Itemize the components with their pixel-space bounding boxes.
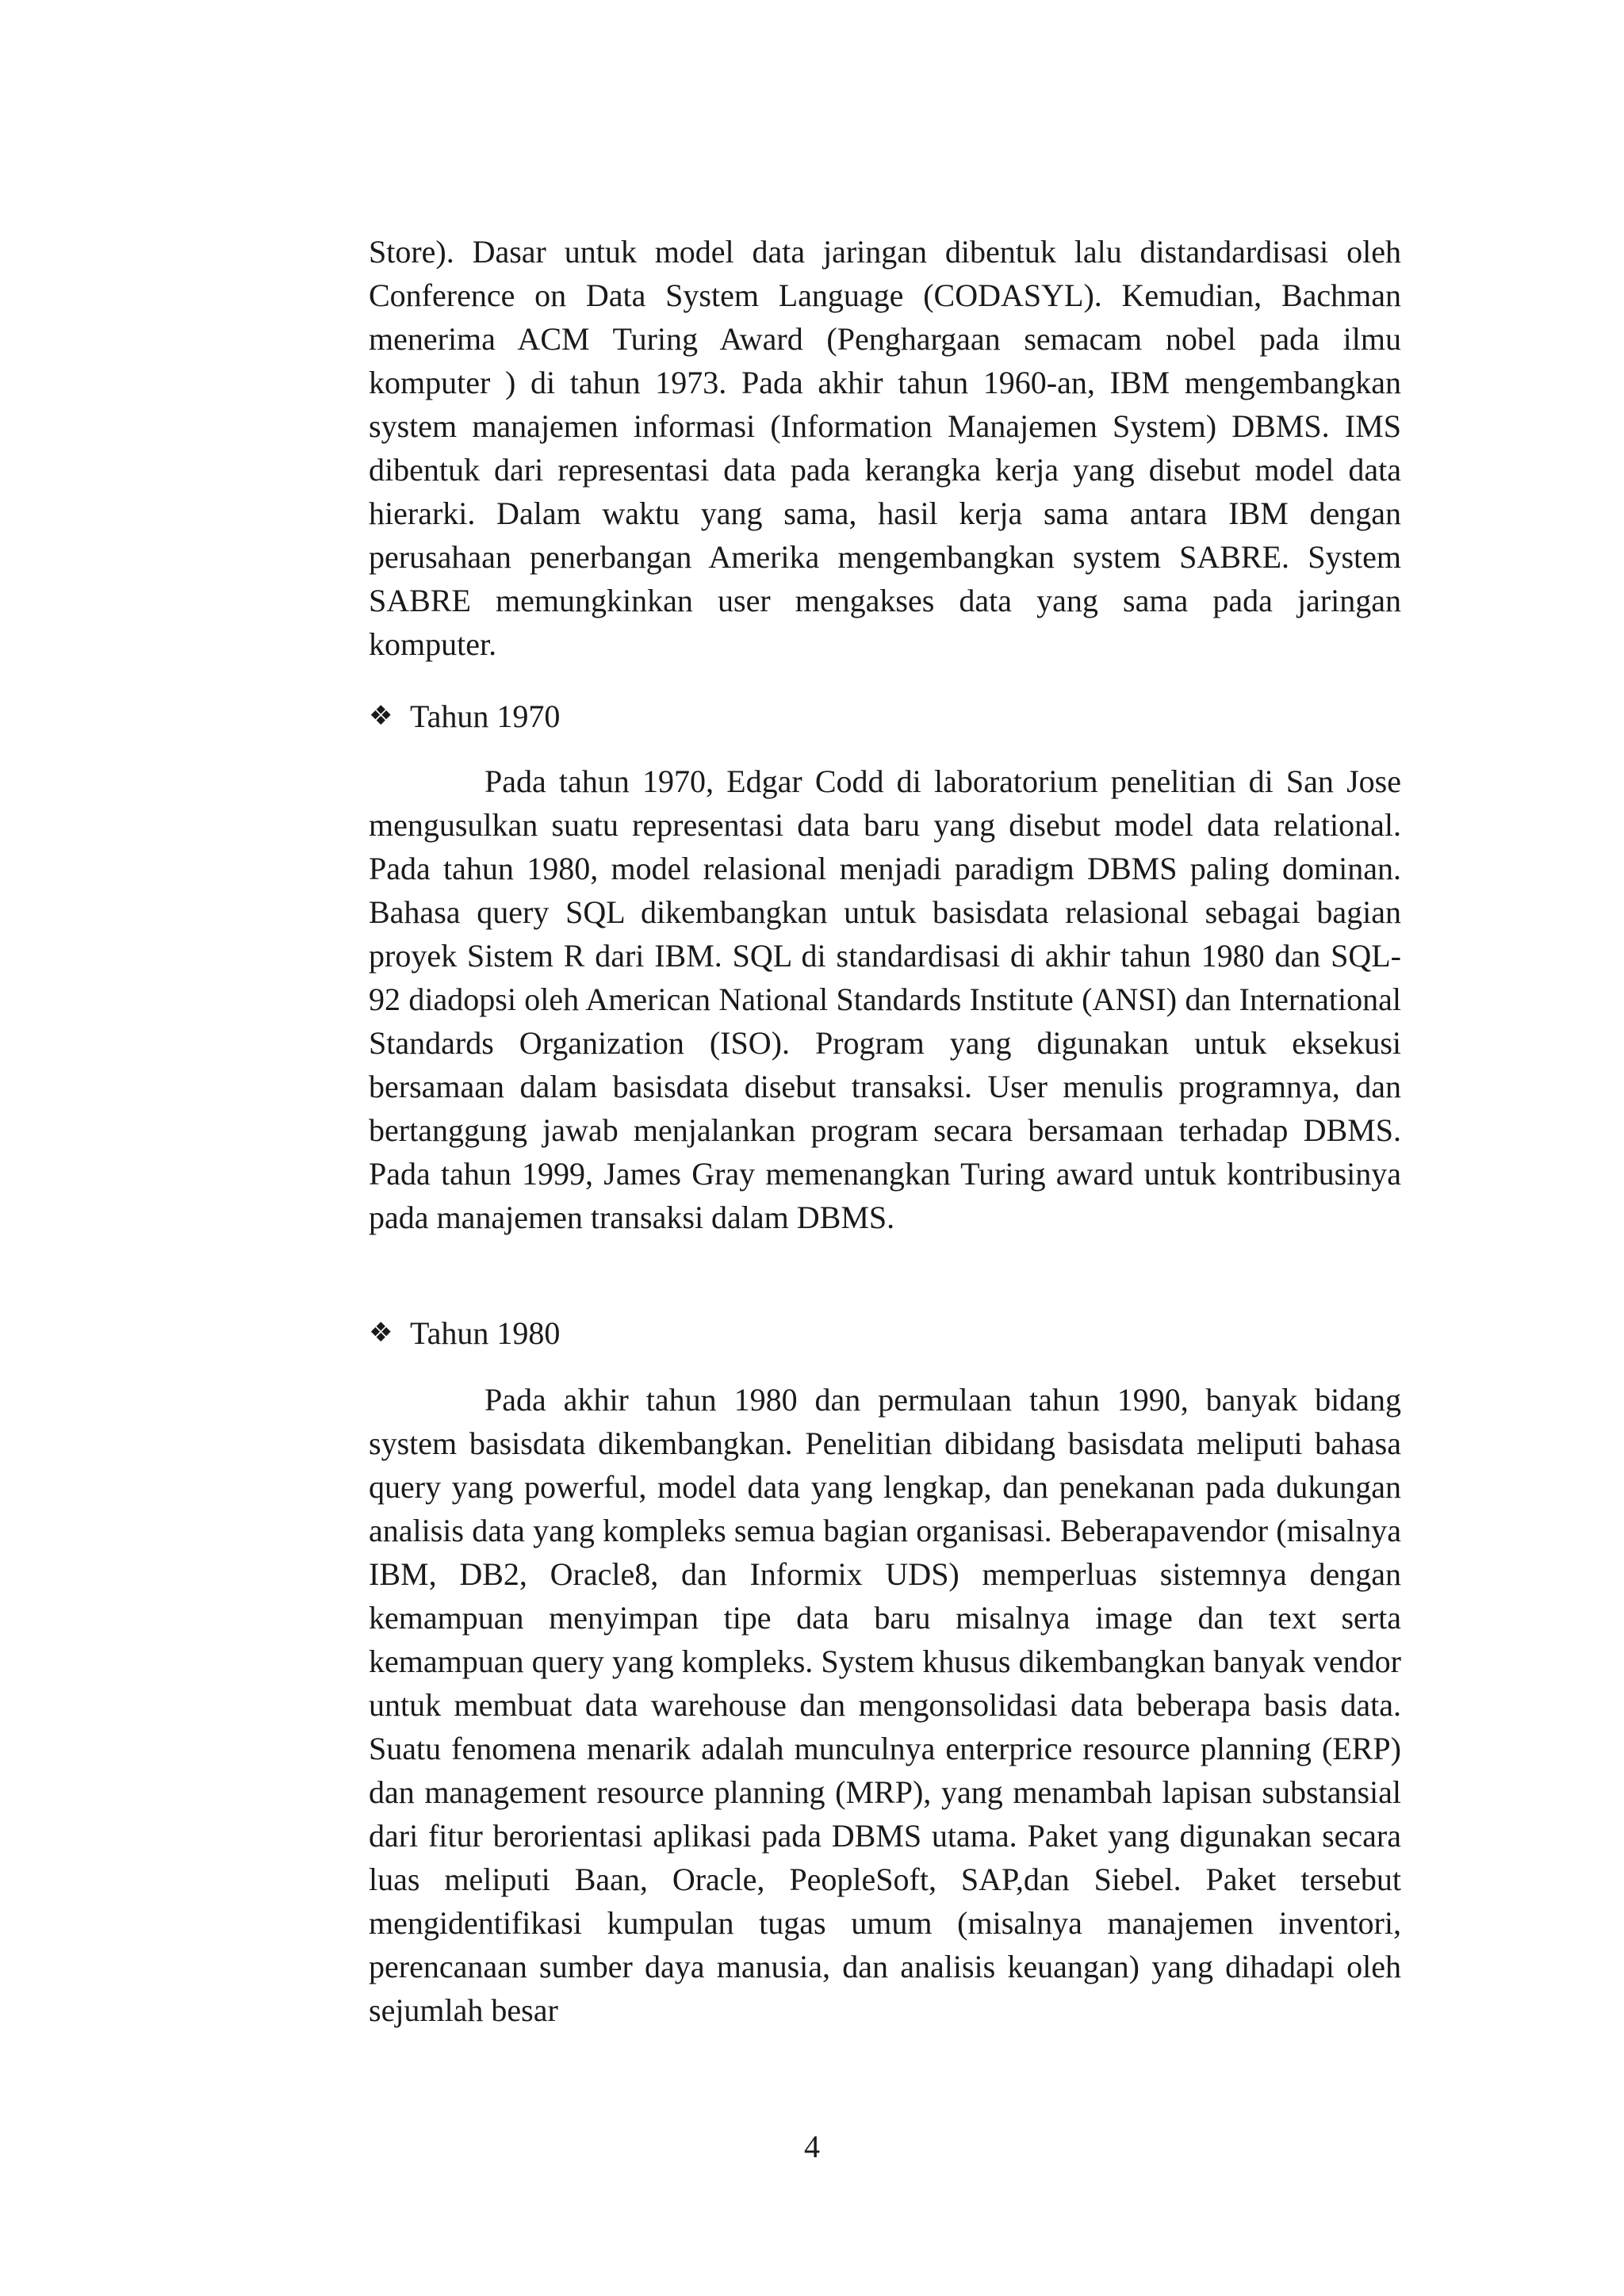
paragraph-intro-text: Store). Dasar untuk model data jaringan dibentuk lalu distandardisasi oleh Conference on Data System Language (CODASYL). Kemudian, Bachman menerima ACM Turing Award (Penghargaan semacam nobel pada ilmu komputer ) di tahun 1973. Pada akhir tahun 1960-an, IBM mengembangkan system manajemen informasi (Information Manajemen System) DBMS. IMS dibentuk dari representasi data pada kerangka kerja yang disebut model data hierarki. Dalam waktu yang sama, hasil kerja sama antara IBM dengan perusahaan penerbangan Amerika mengembangkan system SABRE. System SABRE memungkinkan user mengakses data yang sama pada jaringan komputer. [369, 234, 1401, 662]
paragraph-intro [369, 230, 1401, 666]
heading-tahun-1970-label: Tahun 1970 [410, 698, 561, 734]
paragraph-1970-text: Pada tahun 1970, Edgar Codd di laboratorium penelitian di San Jose mengusulkan suatu representasi data baru yang disebut model data relational. Pada tahun 1980, model relasional menjadi paradigm DBMS paling dominan. Bahasa query SQL dikembangkan untuk basisdata relasional sebagai bagian proyek Sistem R dari IBM. SQL di standardisasi di akhir tahun 1980 dan SQL-92 diadopsi oleh American National Standards Institute (ANSI) dan International Standards Organization (ISO). Program yang digunakan untuk eksekusi bersamaan dalam basisdata disebut transaksi. User menulis programnya, dan bertanggung jawab menjalankan program secara bersamaan terhadap DBMS. Pada tahun 1999, James Gray memenangkan Turing award untuk kontribusinya pada manajemen transaksi dalam DBMS. [369, 763, 1401, 1235]
heading-tahun-1980 [369, 1311, 560, 1355]
heading-tahun-1970 [369, 695, 560, 738]
diamond-bullet-icon: ❖ [369, 700, 393, 732]
diamond-bullet-icon: ❖ [369, 1317, 393, 1349]
paragraph-1980 [369, 1378, 1401, 2032]
paragraph-1980-text: Pada akhir tahun 1980 dan permulaan tahun 1990, banyak bidang system basisdata dikembangkan. Penelitian dibidang basisdata meliputi bahasa query yang powerful, model data yang lengkap, dan penekanan pada dukungan analisis data yang kompleks semua bagian organisasi. Beberapavendor (misalnya IBM, DB2, Oracle8, dan Informix UDS) memperluas sistemnya dengan kemampuan menyimpan tipe data baru misalnya image dan text serta kemampuan query yang kompleks. System khusus dikembangkan banyak vendor untuk membuat data warehouse dan mengonsolidasi data beberapa basis data. Suatu fenomena menarik adalah munculnya enterprice resource planning (ERP) dan management resource planning (MRP), yang menambah lapisan substansial dari fitur berorientasi aplikasi pada DBMS utama. Paket yang digunakan secara luas meliputi Baan, Oracle, PeopleSoft, SAP,dan Siebel. Paket tersebut mengidentifikasi kumpulan tugas umum (misalnya manajemen inventori, perencanaan sumber daya manusia, dan analisis keuangan) yang dihadapi oleh sejumlah besar [369, 1382, 1401, 2028]
page-number: 4 [804, 2129, 820, 2164]
paragraph-1970 [369, 760, 1401, 1239]
heading-tahun-1980-label: Tahun 1980 [410, 1315, 561, 1351]
